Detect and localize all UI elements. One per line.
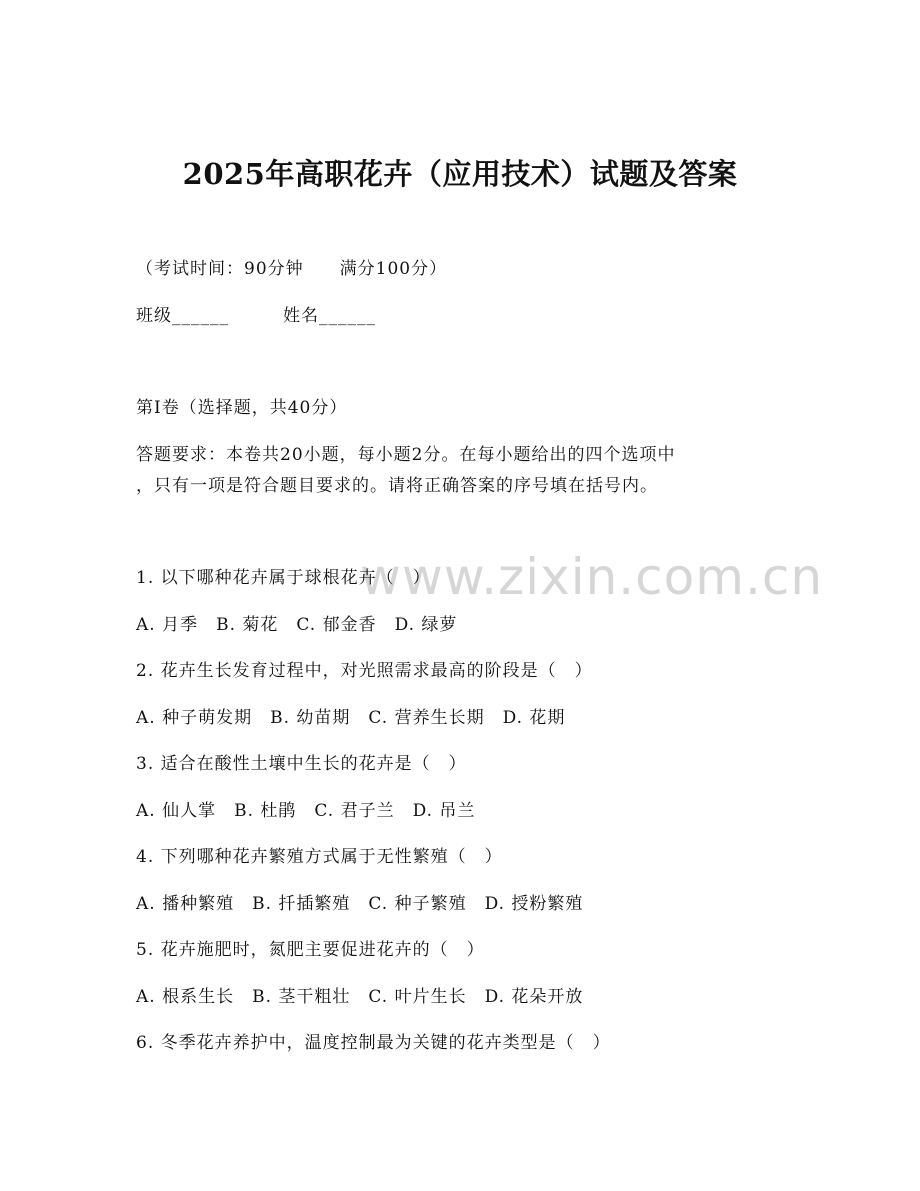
section-title: 第I卷（选择题，共40分）: [136, 398, 348, 418]
question-3-options: A. 仙人掌 B. 杜鹃 C. 君子兰 D. 吊兰: [136, 801, 476, 821]
question-5-stem: 5. 花卉施肥时，氮肥主要促进花卉的（ ）: [136, 940, 485, 960]
question-2-options: A. 种子萌发期 B. 幼苗期 C. 营养生长期 D. 花期: [136, 708, 566, 728]
instructions-line-1: 答题要求：本卷共20小题，每小题2分。在每小题给出的四个选项中: [136, 445, 676, 465]
question-4-options: A. 播种繁殖 B. 扦插繁殖 C. 种子繁殖 D. 授粉繁殖: [136, 894, 584, 914]
class-name-line: 班级______ 姓名______: [136, 306, 376, 326]
question-1-stem: 1. 以下哪种花卉属于球根花卉（ ）: [136, 568, 431, 588]
question-6-stem: 6. 冬季花卉养护中，温度控制最为关键的花卉类型是（ ）: [136, 1033, 611, 1053]
question-2-stem: 2. 花卉生长发育过程中，对光照需求最高的阶段是（ ）: [136, 661, 593, 681]
question-5-options: A. 根系生长 B. 茎干粗壮 C. 叶片生长 D. 花朵开放: [136, 987, 584, 1007]
exam-info: （考试时间：90分钟 满分100分）: [136, 259, 448, 279]
question-1-options: A. 月季 B. 菊花 C. 郁金香 D. 绿萝: [136, 615, 458, 635]
question-4-stem: 4. 下列哪种花卉繁殖方式属于无性繁殖（ ）: [136, 847, 503, 867]
instructions-line-2: ，只有一项是符合题目要求的。请将正确答案的序号填在括号内。: [136, 476, 658, 496]
document-title: 2025年高职花卉（应用技术）试题及答案: [182, 157, 738, 191]
question-3-stem: 3. 适合在酸性土壤中生长的花卉是（ ）: [136, 754, 467, 774]
watermark: www.zixin.com.cn: [360, 548, 824, 606]
